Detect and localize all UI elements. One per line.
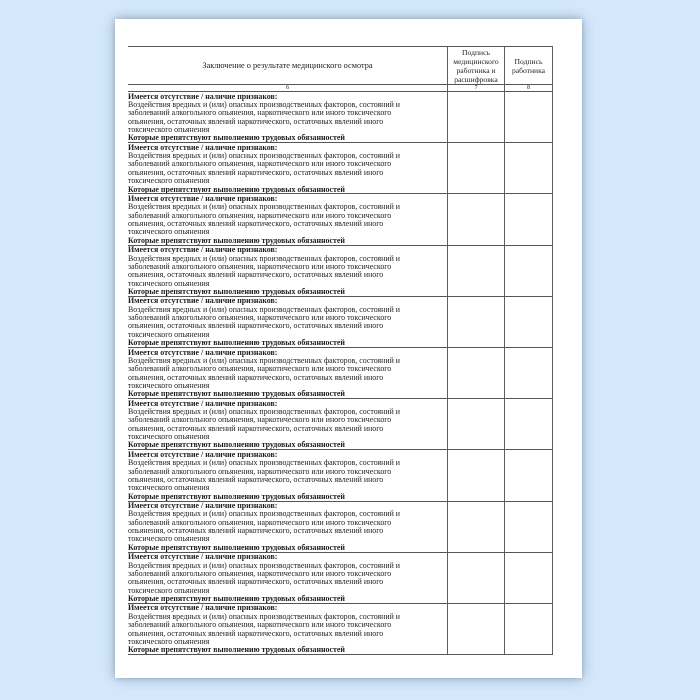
conclusion-body-line: токсического опьянения: [128, 636, 210, 646]
conclusion-cell: [128, 553, 447, 603]
conclusion-cell: [128, 399, 447, 449]
conclusion-title: Имеется отсутствие / наличие признаков:: [128, 399, 278, 408]
conclusion-cell: [128, 502, 447, 552]
conclusion-body-line: заболеваний алкогольного опьянения, наркотического или иного токсического: [128, 517, 392, 527]
worker-signature-cell: [504, 348, 553, 398]
conclusion-title: Имеется отсутствие / наличие признаков:: [128, 245, 278, 255]
medical-signature-cell: [447, 399, 504, 449]
conclusion-body-line: заболеваний алкогольного опьянения, наркотического или иного токсического: [128, 210, 392, 220]
medical-signature-cell: [447, 450, 504, 500]
medical-signature-cell: [447, 143, 504, 193]
medical-signature-cell: [447, 604, 504, 654]
conclusion-body-line: Воздействия вредных и (или) опасных производственных факторов, состояний и: [128, 509, 400, 519]
conclusion-cell: [128, 297, 447, 347]
conclusion-row: [128, 348, 553, 399]
conclusion-body-line: Воздействия вредных и (или) опасных производственных факторов, состояний и: [128, 253, 400, 263]
conclusion-body-line: опьянения, остаточных явлений наркотического, остаточных явлений иного: [128, 628, 384, 638]
conclusion-body-line: опьянения, остаточных явлений наркотического, остаточных явлений иного: [128, 321, 384, 331]
worker-signature-cell: [504, 246, 553, 296]
conclusion-cell: [128, 246, 447, 296]
conclusion-cell: [128, 450, 447, 500]
conclusion-body-line: заболеваний алкогольного опьянения, наркотического или иного токсического: [128, 415, 392, 425]
header-medical-signature: Подпись медицинского работника и расшифровка: [447, 47, 504, 84]
conclusion-footer: Которые препятствуют выполнению трудовых обязанностей: [128, 389, 345, 399]
conclusion-footer: Которые препятствуют выполнению трудовых обязанностей: [128, 338, 345, 347]
conclusion-footer: Которые препятствуют выполнению трудовых обязанностей: [128, 184, 345, 194]
conclusion-body-line: заболеваний алкогольного опьянения, наркотического или иного токсического: [128, 568, 392, 578]
conclusion-title: Имеется отсутствие / наличие признаков:: [128, 143, 278, 152]
conclusion-row: [128, 246, 553, 297]
conclusion-cell: [128, 92, 447, 142]
conclusion-body-line: опьянения, остаточных явлений наркотического, остаточных явлений иного: [128, 167, 384, 177]
conclusion-body-line: опьянения, остаточных явлений наркотического, остаточных явлений иного: [128, 526, 384, 536]
conclusion-title: Имеется отсутствие / наличие признаков:: [128, 347, 278, 357]
header-worker-signature: Подпись работника: [504, 47, 553, 84]
conclusion-cell: [128, 143, 447, 193]
conclusion-body-line: опьянения, остаточных явлений наркотического, остаточных явлений иного: [128, 372, 384, 382]
conclusion-body-line: Воздействия вредных и (или) опасных производственных факторов, состояний и: [128, 99, 400, 109]
worker-signature-cell: [504, 143, 553, 193]
conclusion-body-line: токсического опьянения: [128, 483, 210, 493]
conclusion-body-line: заболеваний алкогольного опьянения, наркотического или иного токсического: [128, 364, 392, 374]
conclusion-title: Имеется отсутствие / наличие признаков:: [128, 296, 278, 306]
medical-signature-cell: [447, 92, 504, 142]
conclusion-body-line: токсического опьянения: [128, 585, 210, 595]
worker-signature-cell: [504, 553, 553, 603]
conclusion-row: [128, 399, 553, 450]
conclusion-body-line: токсического опьянения: [128, 124, 210, 134]
conclusion-body-line: заболеваний алкогольного опьянения, наркотического или иного токсического: [128, 620, 392, 630]
conclusion-cell: [128, 604, 447, 654]
conclusion-body-line: заболеваний алкогольного опьянения, наркотического или иного токсического: [128, 313, 392, 323]
conclusion-body-line: Воздействия вредных и (или) опасных производственных факторов, состояний и: [128, 355, 400, 365]
conclusion-cell: [128, 348, 447, 398]
medical-signature-cell: [447, 502, 504, 552]
document-page: [115, 19, 582, 678]
conclusion-body-line: заболеваний алкогольного опьянения, наркотического или иного токсического: [128, 261, 392, 271]
medical-signature-cell: [447, 194, 504, 244]
worker-signature-cell: [504, 92, 553, 142]
conclusion-body-line: Воздействия вредных и (или) опасных производственных факторов, состояний и: [128, 202, 400, 212]
conclusion-body-line: Воздействия вредных и (или) опасных производственных факторов, состояний и: [128, 304, 400, 314]
conclusion-body-line: Воздействия вредных и (или) опасных производственных факторов, состояний и: [128, 458, 400, 468]
column-numbers-row: [128, 85, 553, 92]
conclusion-title: Имеется отсутствие / наличие признаков:: [128, 501, 278, 511]
worker-signature-cell: [504, 450, 553, 500]
conclusion-body-line: заболеваний алкогольного опьянения, наркотического или иного токсического: [128, 466, 392, 476]
conclusion-row: [128, 450, 553, 501]
conclusion-body-line: токсического опьянения: [128, 176, 210, 186]
worker-signature-cell: [504, 297, 553, 347]
medical-signature-cell: [447, 348, 504, 398]
conclusion-footer: Которые препятствуют выполнению трудовых обязанностей: [128, 594, 345, 603]
conclusion-footer: Которые препятствуют выполнению трудовых обязанностей: [128, 286, 345, 296]
conclusion-body-line: опьянения, остаточных явлений наркотического, остаточных явлений иного: [128, 474, 384, 484]
worker-signature-cell: [504, 399, 553, 449]
medical-signature-cell: [447, 246, 504, 296]
conclusion-body-line: токсического опьянения: [128, 329, 210, 339]
table-header-row: [128, 47, 553, 85]
conclusion-footer: Которые препятствуют выполнению трудовых обязанностей: [128, 645, 345, 655]
conclusion-row: [128, 297, 553, 348]
conclusion-body-line: Воздействия вредных и (или) опасных производственных факторов, состояний и: [128, 407, 400, 417]
conclusion-body-line: опьянения, остаточных явлений наркотического, остаточных явлений иного: [128, 116, 384, 126]
conclusion-row: [128, 553, 553, 604]
conclusion-title: Имеется отсутствие / наличие признаков:: [128, 194, 278, 203]
conclusion-body-line: токсического опьянения: [128, 227, 210, 237]
conclusion-body-line: опьянения, остаточных явлений наркотического, остаточных явлений иного: [128, 423, 384, 433]
conclusion-body-line: токсического опьянения: [128, 534, 210, 544]
conclusion-body-line: Воздействия вредных и (или) опасных производственных факторов, состояний и: [128, 560, 400, 570]
table-body: [128, 92, 553, 655]
conclusion-footer: Которые препятствуют выполнению трудовых обязанностей: [128, 542, 345, 552]
conclusion-body-line: заболеваний алкогольного опьянения, наркотического или иного токсического: [128, 159, 392, 169]
conclusion-title: Имеется отсутствие / наличие признаков:: [128, 450, 278, 459]
column-number-6: 6: [286, 85, 289, 91]
conclusion-body-line: токсического опьянения: [128, 380, 210, 390]
conclusion-footer: Которые препятствуют выполнению трудовых обязанностей: [128, 491, 345, 501]
conclusion-cell: [128, 194, 447, 244]
conclusion-title: Имеется отсутствие / наличие признаков:: [128, 552, 278, 562]
worker-signature-cell: [504, 502, 553, 552]
medical-examination-table: [128, 46, 553, 655]
conclusion-row: [128, 92, 553, 143]
column-number-8: 8: [504, 85, 553, 91]
conclusion-row: [128, 604, 553, 655]
conclusion-body-line: токсического опьянения: [128, 278, 210, 288]
conclusion-body-line: опьянения, остаточных явлений наркотического, остаточных явлений иного: [128, 577, 384, 587]
conclusion-body-line: токсического опьянения: [128, 432, 210, 442]
medical-signature-cell: [447, 553, 504, 603]
conclusion-body-line: Воздействия вредных и (или) опасных производственных факторов, состояний и: [128, 611, 400, 621]
conclusion-row: [128, 502, 553, 553]
worker-signature-cell: [504, 194, 553, 244]
header-conclusion: Заключение о результате медицинского осмотра: [202, 61, 373, 70]
conclusion-title: Имеется отсутствие / наличие признаков:: [128, 92, 278, 101]
worker-signature-cell: [504, 604, 553, 654]
conclusion-row: [128, 194, 553, 245]
conclusion-footer: Которые препятствуют выполнению трудовых обязанностей: [128, 440, 345, 450]
conclusion-body-line: опьянения, остаточных явлений наркотического, остаточных явлений иного: [128, 219, 384, 228]
conclusion-row: [128, 143, 553, 194]
conclusion-footer: Которые препятствуют выполнению трудовых обязанностей: [128, 133, 345, 143]
conclusion-body-line: опьянения, остаточных явлений наркотического, остаточных явлений иного: [128, 270, 384, 280]
conclusion-body-line: заболеваний алкогольного опьянения, наркотического или иного токсического: [128, 108, 392, 118]
conclusion-title: Имеется отсутствие / наличие признаков:: [128, 603, 278, 613]
conclusion-body-line: Воздействия вредных и (или) опасных производственных факторов, состояний и: [128, 151, 400, 161]
conclusion-footer: Которые препятствуют выполнению трудовых обязанностей: [128, 235, 345, 245]
medical-signature-cell: [447, 297, 504, 347]
column-number-7: 7: [447, 85, 504, 91]
